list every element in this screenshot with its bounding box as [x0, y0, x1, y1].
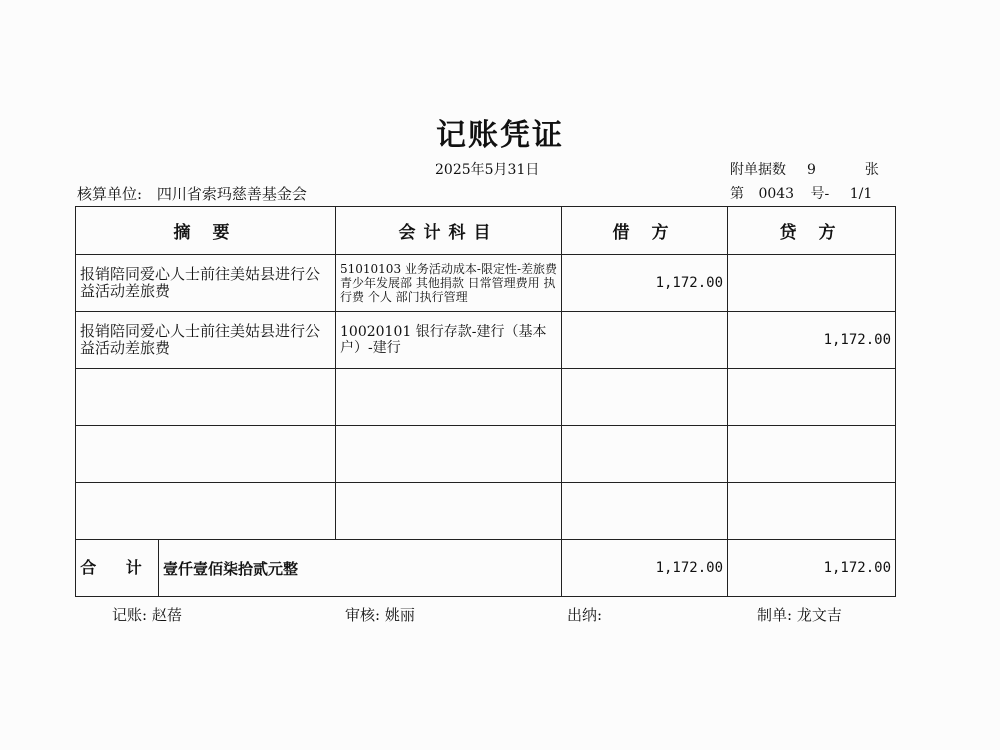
table-row [76, 255, 896, 312]
row-account [336, 369, 562, 426]
column-header-credit: 贷 方 [728, 207, 896, 255]
total-cell [76, 540, 562, 597]
row-credit [728, 255, 896, 312]
attachments-info [730, 159, 879, 179]
attachments-unit: 张 [864, 162, 879, 178]
row-account [336, 426, 562, 483]
voucher-page-number: 1/1 [849, 186, 873, 202]
table-row [76, 312, 896, 369]
attachments-count: 9 [806, 162, 816, 178]
attachments-label: 附单据数 [730, 162, 786, 178]
voucher-number [730, 183, 872, 203]
page-title: 记账凭证 [436, 118, 564, 153]
row-debit: 1,172.00 [562, 255, 728, 312]
row-account: 10020101 银行存款-建行（基本户）-建行 [336, 312, 562, 369]
table-header-row [76, 207, 896, 255]
column-header-debit: 借 方 [562, 207, 728, 255]
row-credit [728, 483, 896, 540]
total-row [76, 540, 896, 597]
total-debit: 1,172.00 [562, 540, 728, 597]
table-row [76, 426, 896, 483]
accounting-unit [77, 183, 307, 204]
table-row [76, 369, 896, 426]
voucher-prefix: 第 [730, 186, 744, 202]
row-credit [728, 369, 896, 426]
unit-label: 核算单位: [77, 185, 143, 203]
row-debit [562, 312, 728, 369]
row-summary [76, 426, 336, 483]
row-credit: 1,172.00 [728, 312, 896, 369]
row-debit [562, 426, 728, 483]
total-label: 合 计 [76, 540, 159, 596]
reviewer-signature: 审核: 姚丽 [345, 606, 415, 624]
row-debit [562, 369, 728, 426]
unit-name: 四川省索玛慈善基金会 [156, 185, 307, 203]
voucher-suffix: 号- [810, 186, 830, 202]
row-summary [76, 483, 336, 540]
row-account [336, 483, 562, 540]
total-amount-words: 壹仟壹佰柒拾贰元整 [163, 559, 299, 578]
preparer-signature: 制单: 龙文吉 [757, 606, 842, 624]
row-credit [728, 426, 896, 483]
voucher-no: 0043 [758, 186, 795, 202]
column-header-account: 会计科目 [336, 207, 562, 255]
row-debit [562, 483, 728, 540]
row-summary: 报销陪同爱心人士前往美姑县进行公益活动差旅费 [76, 255, 336, 312]
voucher-table [75, 206, 896, 597]
bookkeeper-signature: 记账: 赵蓓 [112, 606, 182, 624]
table-row [76, 483, 896, 540]
row-account: 51010103 业务活动成本-限定性-差旅费 青少年发展部 其他捐款 日常管理费用 执行费 个人 部门执行管理 [336, 255, 562, 312]
row-summary: 报销陪同爱心人士前往美姑县进行公益活动差旅费 [76, 312, 336, 369]
column-header-summary: 摘 要 [76, 207, 336, 255]
total-credit: 1,172.00 [728, 540, 896, 597]
row-summary [76, 369, 336, 426]
cashier-signature: 出纳: [567, 606, 603, 624]
voucher-date: 2025年5月31日 [435, 162, 540, 178]
